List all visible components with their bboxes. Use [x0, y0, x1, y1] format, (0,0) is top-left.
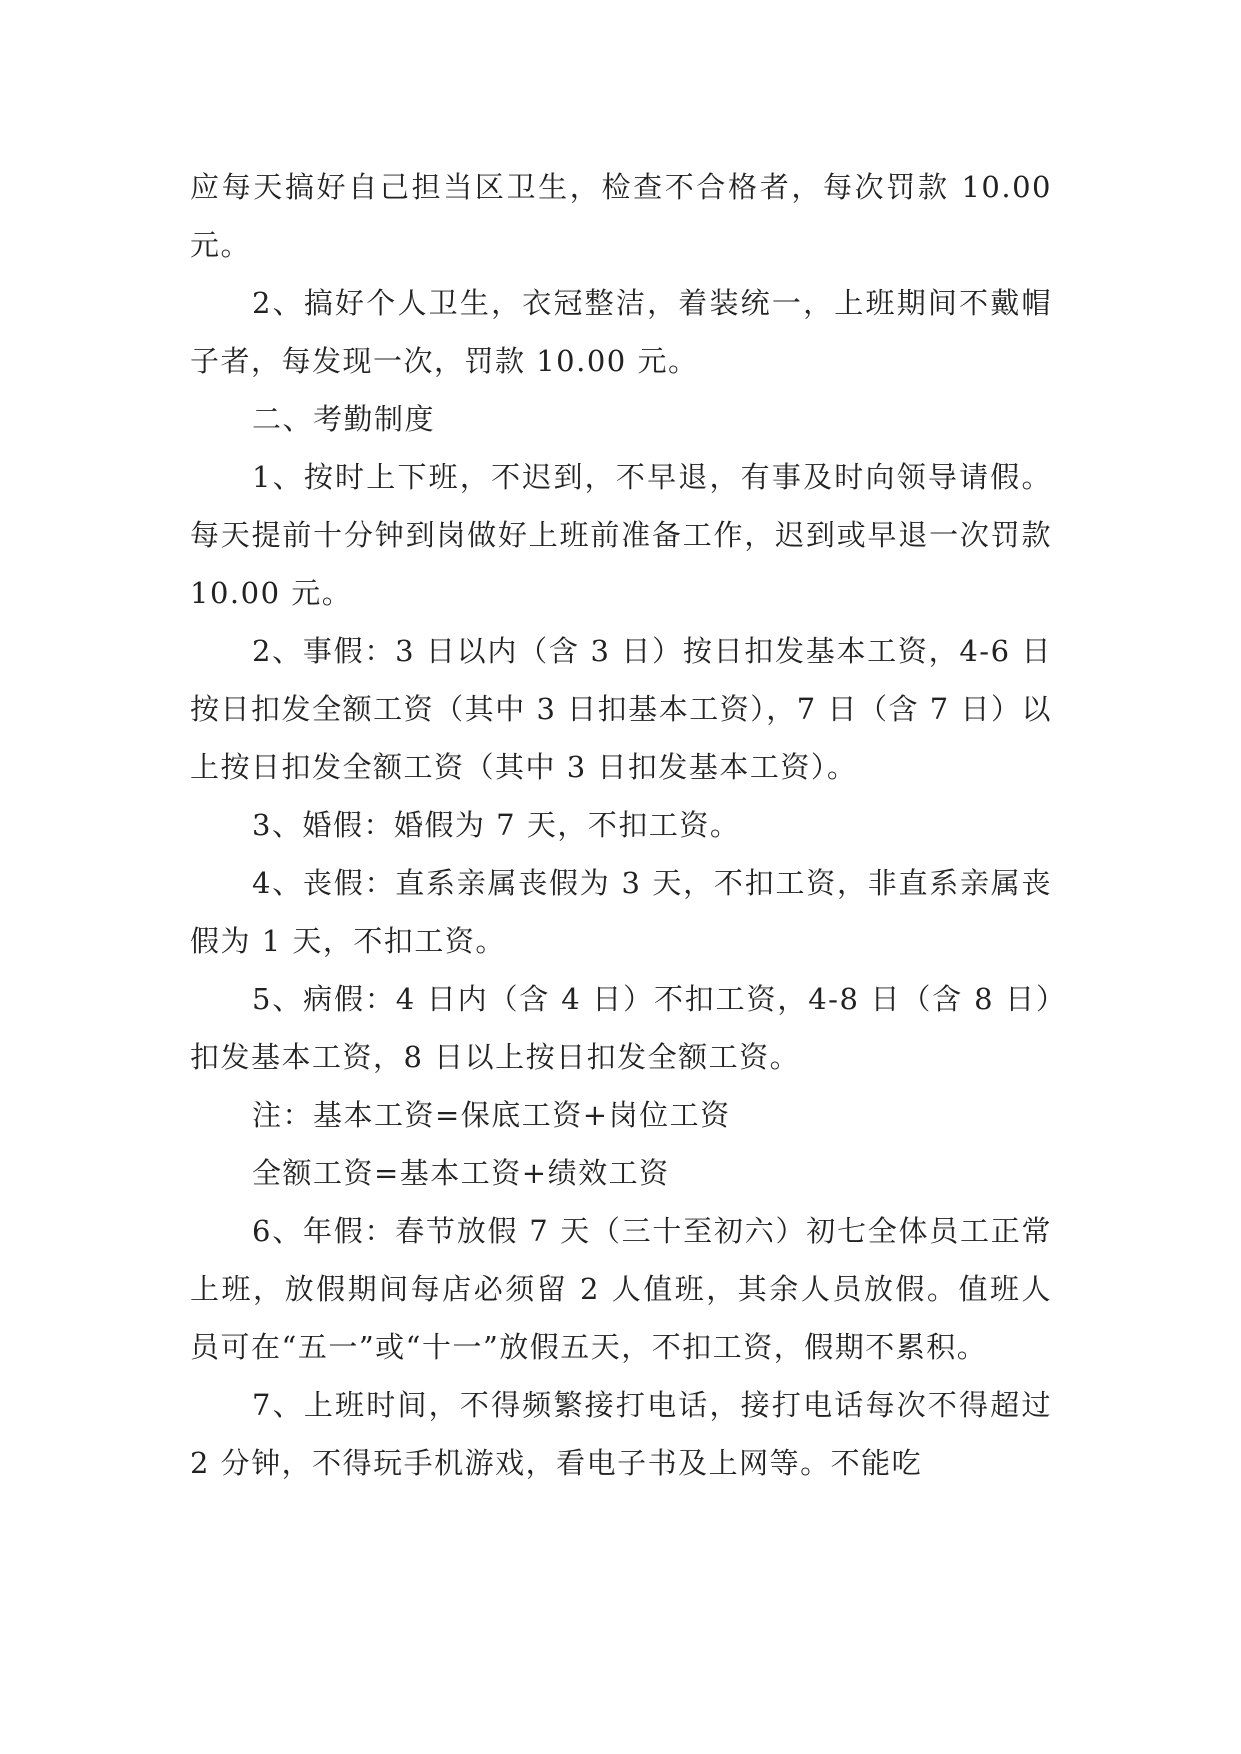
paragraph-sick-leave: 5、病假：4 日内（含 4 日）不扣工资，4-8 日（含 8 日）扣发基本工资，8 日以上按日扣发全额工资。 — [190, 982, 1052, 1074]
paragraph-annual-leave: 6、年假：春节放假 7 天（三十至初六）初七全体员工正常上班，放假期间每店必须留 2 人值班，其余人员放假。值班人员可在“五一”或“十一”放假五天，不扣工资，假期不累积。 — [190, 1214, 1052, 1364]
paragraph-punctuality: 1、按时上下班，不迟到，不早退，有事及时向领导请假。每天提前十分钟到岗做好上班前准备工作，迟到或早退一次罚款 10.00 元。 — [190, 460, 1052, 610]
note-basic-salary: 注：基本工资=保底工资+岗位工资 — [252, 1098, 731, 1132]
paragraph-phone-usage: 7、上班时间，不得频繁接打电话，接打电话每次不得超过 2 分钟，不得玩手机游戏，看电子书及上网等。不能吃 — [190, 1388, 1052, 1480]
paragraph-sanitation-continued: 应每天搞好自己担当区卫生，检查不合格者，每次罚款 10.00 元。 — [190, 170, 1052, 262]
paragraph-personal-hygiene: 2、搞好个人卫生，衣冠整洁，着装统一，上班期间不戴帽子者，每发现一次，罚款 10.00 元。 — [190, 286, 1052, 378]
paragraph-marriage-leave: 3、婚假：婚假为 7 天，不扣工资。 — [252, 808, 741, 842]
note-full-salary: 全额工资=基本工资+绩效工资 — [252, 1156, 670, 1190]
document-body — [190, 158, 1052, 1492]
paragraph-personal-leave: 2、事假：3 日以内（含 3 日）按日扣发基本工资，4-6 日按日扣发全额工资（其中 3 日扣基本工资），7 日（含 7 日）以上按日扣发全额工资（其中 3 日扣发基本工资）。 — [190, 634, 1052, 784]
section-heading-attendance: 二、考勤制度 — [252, 402, 436, 436]
paragraph-bereavement-leave: 4、丧假：直系亲属丧假为 3 天，不扣工资，非直系亲属丧假为 1 天，不扣工资。 — [190, 866, 1052, 958]
